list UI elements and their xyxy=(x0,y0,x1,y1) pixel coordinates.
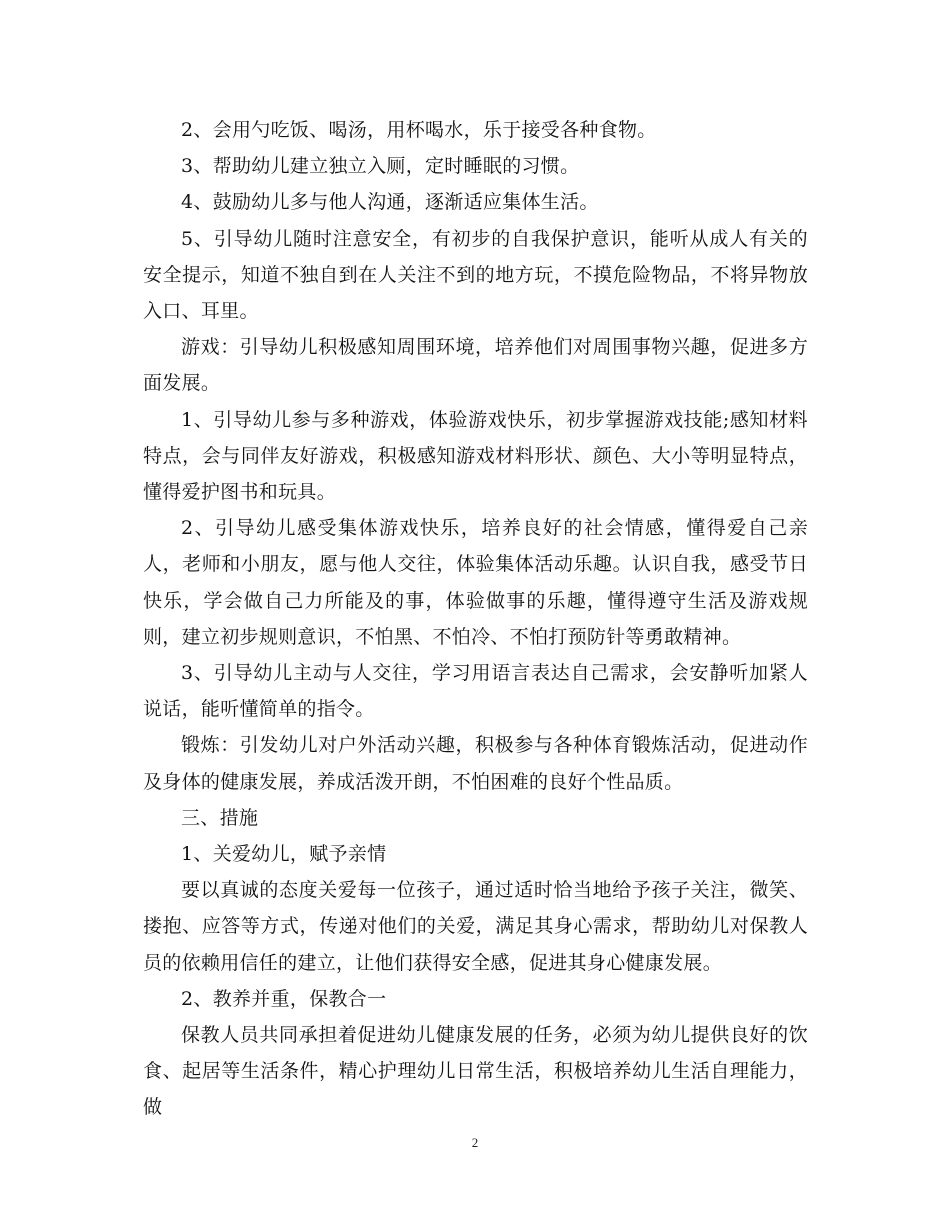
paragraph-games-heading: 游戏：引导幼儿积极感知周围环境，培养他们对周围事物兴趣，促进多方面发展。 xyxy=(143,336,808,395)
paragraph-games-item-1: 1、引导幼儿参与多种游戏，体验游戏快乐，初步掌握游戏技能;感知材料特点，会与同伴友好游戏，积极感知游戏材料形状、颜色、大小等明显特点，懂得爱护图书和玩具。 xyxy=(143,408,808,504)
subheading-education-and-care: 2、教养并重，保教合一 xyxy=(181,987,387,1010)
paragraph-eat-with-spoon: 2、会用勺吃饭、喝汤，用杯喝水，乐于接受各种食物。 xyxy=(181,119,657,141)
subheading-care-for-children: 1、关爱幼儿，赋予亲情 xyxy=(181,843,387,866)
paragraph-communication: 4、鼓励幼儿多与他人沟通，逐渐适应集体生活。 xyxy=(181,191,599,214)
page-number: 2 xyxy=(471,1135,479,1150)
paragraph-care-details: 要以真诚的态度关爱每一位孩子，通过适时恰当地给予孩子关注，微笑、搂抱、应答等方式，传递对他们的关爱，满足其身心需求，帮助幼儿对保教人员的依赖用信任的建立，让他们获得安全感，促进其身心健康发展。 xyxy=(143,879,808,974)
paragraph-safety: 5、引导幼儿随时注意安全，有初步的自我保护意识，能听从成人有关的安全提示，知道不独自到在人关注不到的地方玩，不摸危险物品，不将异物放入口、耳里。 xyxy=(143,227,808,323)
paragraph-toilet-sleep-habits: 3、帮助幼儿建立独立入厕，定时睡眠的习惯。 xyxy=(181,155,580,178)
paragraph-education-details: 保教人员共同承担着促进幼儿健康发展的任务，必须为幼儿提供良好的饮食、起居等生活条件，精心护理幼儿日常生活，积极培养幼儿生活自理能力，做 xyxy=(143,1024,808,1119)
paragraph-exercise: 锻炼：引发幼儿对户外活动兴趣，积极参与各种体育锻炼活动，促进动作及身体的健康发展，养成活泼开朗，不怕困难的良好个性品质。 xyxy=(143,734,808,793)
section-heading-measures: 三、措施 xyxy=(181,806,259,829)
paragraph-games-item-3: 3、引导幼儿主动与人交往，学习用语言表达自己需求，会安静听加紧人说话，能听懂简单的指令。 xyxy=(143,662,808,721)
paragraph-games-item-2: 2、引导幼儿感受集体游戏快乐，培养良好的社会情感，懂得爱自己亲人，老师和小朋友，愿与他人交往，体验集体活动乐趣。认识自我，感受节日快乐，学会做自己力所能及的事，体验做事的乐趣，懂得遵守生活及游戏规则，建立初步规则意识，不怕黑、不怕冷、不怕打预防针等勇敢精神。 xyxy=(143,517,808,648)
document-body xyxy=(143,112,808,1126)
